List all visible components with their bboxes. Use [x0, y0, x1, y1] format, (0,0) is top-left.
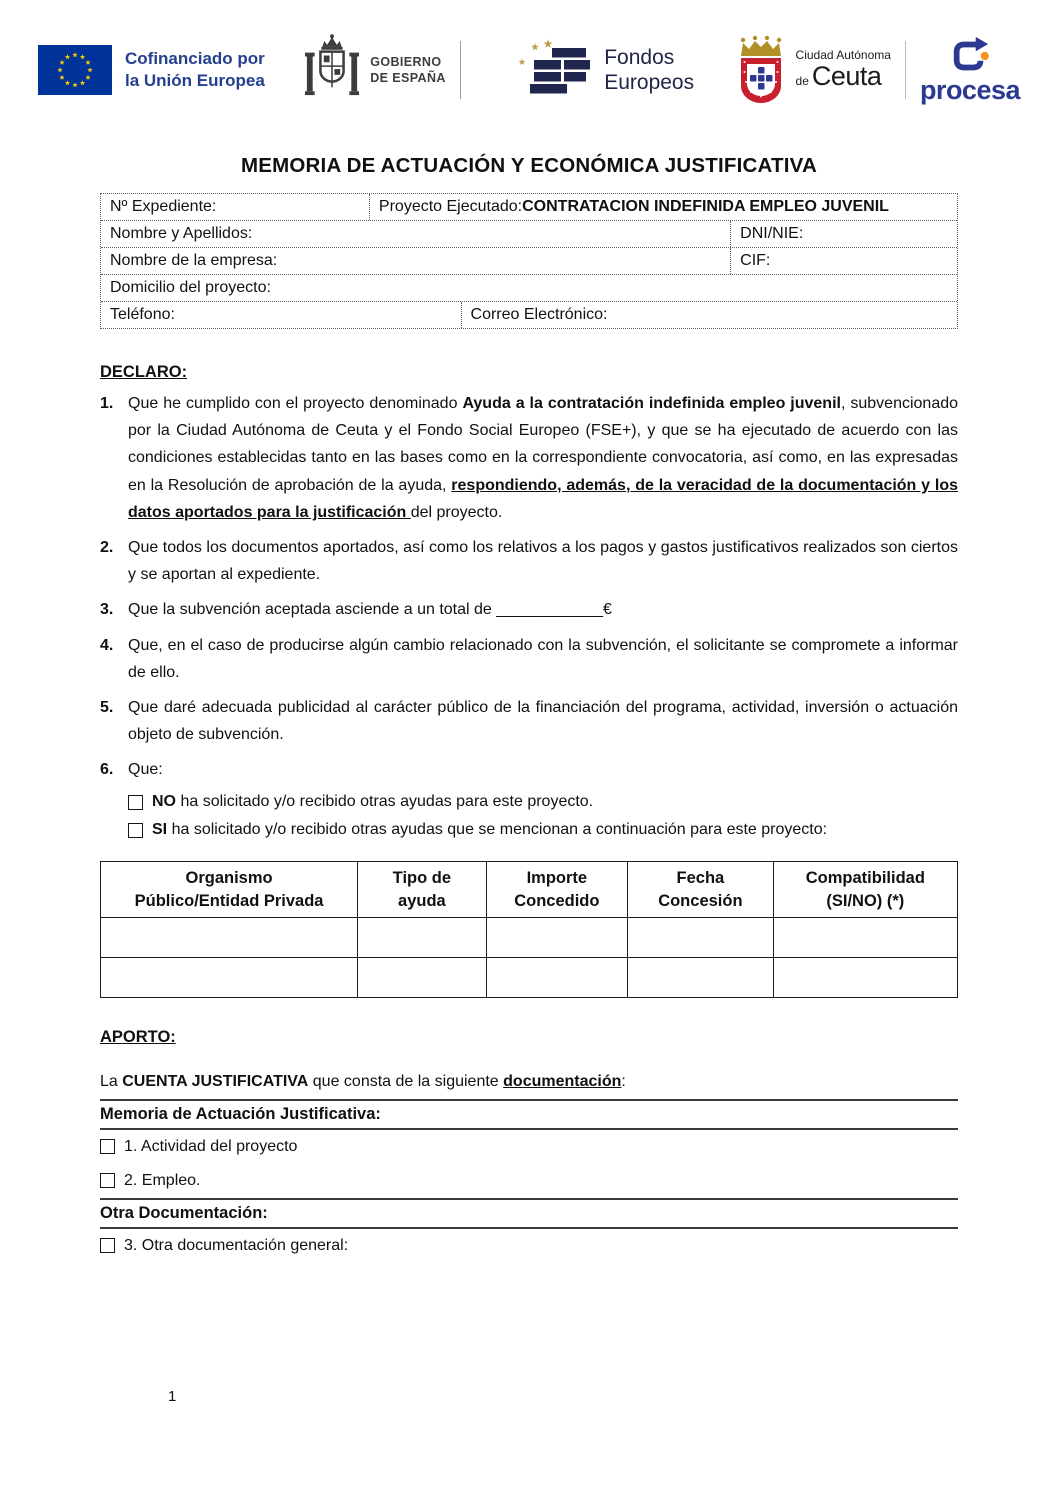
ceuta-procesa-logo	[734, 32, 1020, 108]
doc-item-otra	[100, 1229, 958, 1263]
actividad-checkbox[interactable]	[100, 1139, 115, 1154]
col-header-fecha: Fecha Concesión	[628, 862, 774, 918]
aid-table-empty-cell[interactable]	[628, 917, 774, 957]
si-checkbox[interactable]	[128, 823, 143, 838]
option-no-label: NO ha solicitado y/o recibido otras ayudas para este proyecto.	[152, 793, 594, 811]
declaro-item-3: 3. Que la subvención aceptada asciende a un total de ____________€	[100, 601, 612, 619]
option-no	[128, 793, 958, 811]
col-header-tipo: Tipo de ayuda	[358, 862, 487, 918]
aid-table-row	[101, 957, 958, 997]
col-header-organismo: Organismo Público/Entidad Privada	[101, 862, 358, 918]
declaro-item-4: 4. Que, en el caso de producirse algún cambio relacionado con la subvención, el solicitante se compromete a informar de ello.	[100, 636, 958, 681]
fondos-europeos-label: Fondos Europeos	[604, 45, 695, 94]
aid-table-row	[101, 917, 958, 957]
table-row	[101, 274, 957, 301]
logo-header	[0, 0, 1058, 114]
dni-nie-field: DNI/NIE:	[730, 221, 957, 247]
aid-table-empty-cell[interactable]	[628, 957, 774, 997]
option-si-label: SI ha solicitado y/o recibido otras ayudas que se mencionan a continuación para este proyecto:	[152, 821, 828, 839]
aid-table-empty-cell[interactable]	[773, 957, 957, 997]
info-table	[100, 193, 958, 329]
document-content	[0, 154, 1058, 1263]
declaro-item-1: 1. Que he cumplido con el proyecto denominado Ayuda a la contratación indefinida empleo juvenil, subvencionado por la Ciudad Autónoma de Ceuta y el Fondo Social Europeo (FSE+), y que se ha ejecutado de acuerdo con las condiciones establecidas tanto en las bases como en la correspondiente convocatoria, así como, en las expresadas en la Resolución de aprobación de la ayuda, respondiendo, además, de la veracidad de la documentación y los datos aportados para la justificación del proyecto.	[100, 395, 959, 521]
fondos-europeos-icon	[514, 37, 594, 103]
eu-cofinanced-label: Cofinanciado por la Unión Europea	[125, 48, 265, 90]
aid-table-header-row	[101, 862, 958, 918]
aid-table-empty-cell[interactable]	[101, 917, 358, 957]
nombre-apellidos-field: Nombre y Apellidos:	[110, 225, 253, 242]
col-header-compatibilidad: Compatibilidad (SI/NO) (*)	[773, 862, 957, 918]
gobierno-espana-logo	[304, 33, 475, 107]
doc-item-actividad	[100, 1130, 958, 1164]
doc-item-label: 1. Actividad del proyecto	[124, 1137, 298, 1155]
header-divider	[905, 41, 906, 99]
otra-documentacion-header: Otra Documentación:	[100, 1198, 958, 1229]
doc-item-label: 3. Otra documentación general:	[124, 1236, 349, 1254]
memoria-section-header: Memoria de Actuación Justificativa:	[100, 1099, 958, 1130]
eu-flag-icon	[38, 45, 112, 95]
cuenta-justificativa-intro: La CUENTA JUSTIFICATIVA que consta de la siguiente documentación:	[100, 1072, 626, 1090]
table-row	[101, 301, 957, 328]
declaro-item-2: 2. Que todos los documentos aportados, así como los relativos a los pagos y gastos justificativos realizados son ciertos y se aportan al expediente.	[100, 538, 958, 584]
aid-table-empty-cell[interactable]	[773, 917, 957, 957]
declaro-heading: DECLARO:	[100, 363, 188, 381]
procesa-arrow-icon	[949, 35, 991, 77]
col-header-importe: Importe Concedido	[486, 862, 627, 918]
expediente-field: Nº Expediente:	[110, 198, 217, 215]
aid-table-empty-cell[interactable]	[486, 917, 627, 957]
cif-field: CIF:	[730, 248, 957, 274]
proyecto-ejecutado-field: Proyecto Ejecutado: CONTRATACION INDEFINIDA EMPLEO JUVENIL	[369, 194, 957, 220]
procesa-label: procesa	[919, 74, 1020, 105]
page-number: 1	[168, 1388, 177, 1405]
aid-table-empty-cell[interactable]	[486, 957, 627, 997]
correo-field: Correo Electrónico:	[461, 302, 957, 328]
domicilio-field: Domicilio del proyecto:	[110, 279, 271, 296]
aid-table-empty-cell[interactable]	[101, 957, 358, 997]
header-divider	[460, 41, 461, 99]
procesa-logo	[920, 35, 1020, 106]
doc-item-empleo	[100, 1164, 958, 1198]
page-title: MEMORIA DE ACTUACIÓN Y ECONÓMICA JUSTIFICATIVA	[240, 154, 817, 177]
declaro-item-5: 5. Que daré adecuada publicidad al carácter público de la financiación del programa, actividad, inversión o actuación objeto de subvención.	[100, 698, 958, 744]
telefono-field: Teléfono:	[110, 306, 175, 323]
documentation-list	[100, 1099, 958, 1263]
table-row	[101, 220, 957, 247]
ceuta-label: Ciudad Autónoma de Ceuta	[795, 47, 891, 91]
aid-table-empty-cell[interactable]	[358, 957, 487, 997]
option-si	[128, 821, 958, 839]
gobierno-espana-label: GOBIERNO DE ESPAÑA	[370, 54, 446, 85]
doc-item-label: 2. Empleo.	[124, 1171, 201, 1189]
otra-doc-checkbox[interactable]	[100, 1238, 115, 1253]
aid-table-empty-cell[interactable]	[358, 917, 487, 957]
aporto-heading: APORTO:	[100, 1027, 176, 1046]
fondos-europeos-logo	[514, 37, 694, 103]
nombre-empresa-field: Nombre de la empresa:	[110, 252, 278, 269]
declaro-item-6: 6. Que:	[100, 761, 163, 779]
spain-coat-of-arms-icon	[304, 33, 360, 107]
no-checkbox[interactable]	[128, 795, 143, 810]
aid-table	[100, 861, 958, 998]
eu-cofinanced-logo	[38, 45, 265, 95]
ceuta-shield-icon	[734, 32, 788, 108]
table-row	[101, 247, 957, 274]
table-row	[101, 194, 957, 220]
empleo-checkbox[interactable]	[100, 1173, 115, 1188]
